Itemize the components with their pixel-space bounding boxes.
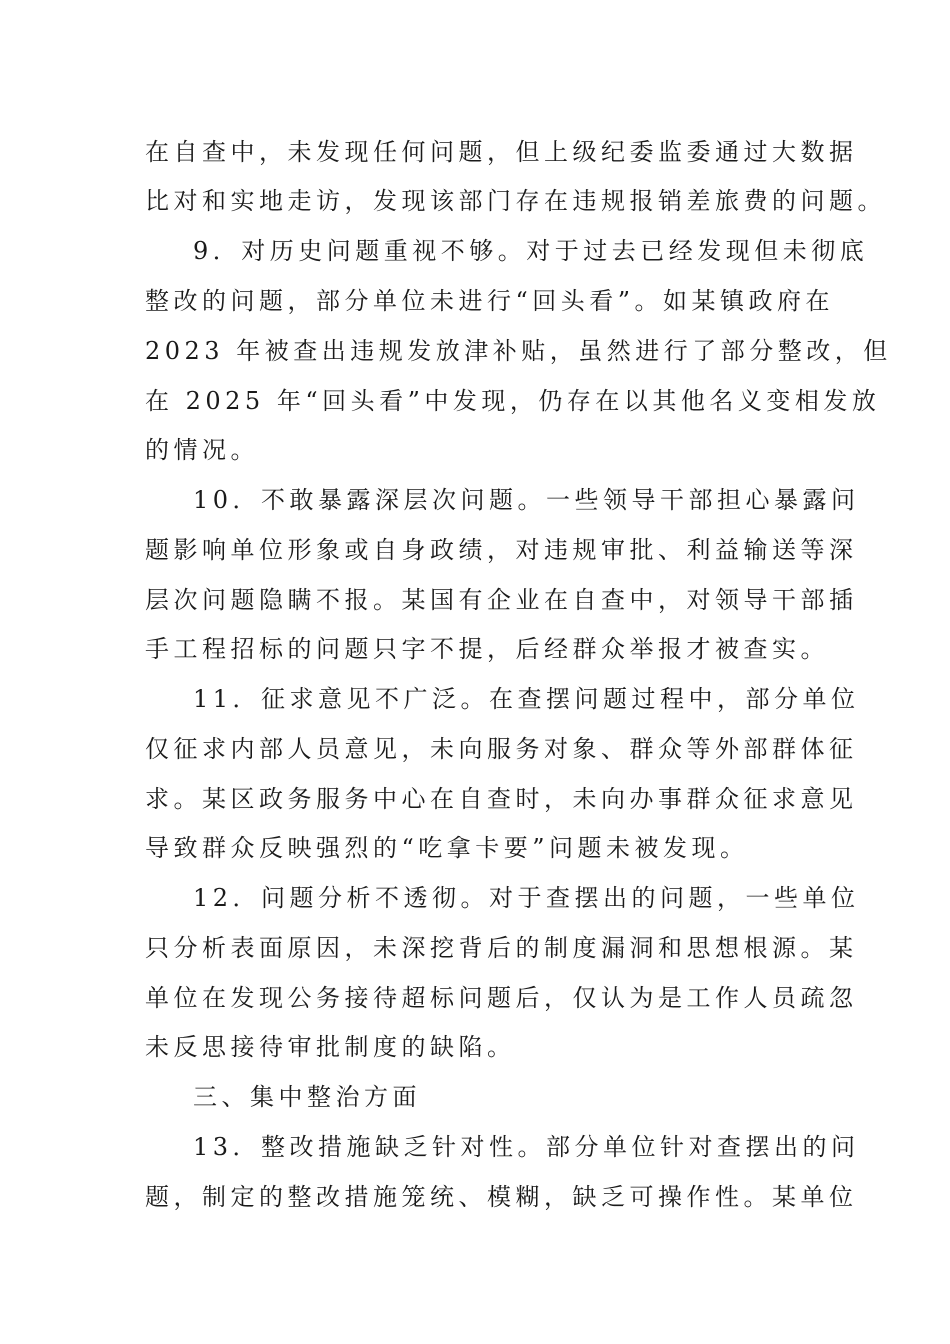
paragraph-13-start: 13．整改措施缺乏针对性。部分单位针对查摆出的问 [193,1133,860,1161]
text-line: 整改的问题，部分单位未进行“回头看”。如某镇政府在 [145,287,835,315]
text-line: 单位在发现公务接待超标问题后，仅认为是工作人员疏忽 [145,984,858,1012]
paragraph-11-start: 11．征求意见不广泛。在查摆问题过程中，部分单位 [193,685,860,713]
paragraph-12-start: 12．问题分析不透彻。对于查摆出的问题，一些单位 [193,884,860,912]
text-line: 层次问题隐瞒不报。某国有企业在自查中，对领导干部插 [145,586,858,614]
text-line: 手工程招标的问题只字不提，后经群众举报才被查实。 [145,635,829,663]
text-line: 在 2025 年“回头看”中发现，仍存在以其他名义变相发放 [145,387,881,415]
text-line: 题，制定的整改措施笼统、模糊，缺乏可操作性。某单位 [145,1183,858,1211]
text-line: 未反思接待审批制度的缺陷。 [145,1033,516,1061]
text-line: 在自查中，未发现任何问题，但上级纪委监委通过大数据 [145,138,858,166]
text-line: 题影响单位形象或自身政绩，对违规审批、利益输送等深 [145,536,858,564]
text-line: 的情况。 [145,436,259,464]
text-line: 只分析表面原因，未深挖背后的制度漏洞和思想根源。某 [145,934,858,962]
text-line: 仅征求内部人员意见，未向服务对象、群众等外部群体征 [145,735,858,763]
text-line: 导致群众反映强烈的“吃拿卡要”问题未被发现。 [145,834,749,862]
text-line: 比对和实地走访，发现该部门存在违规报销差旅费的问题。 [145,187,886,215]
text-line: 求。某区政务服务中心在自查时，未向办事群众征求意见 [145,785,858,813]
section-heading: 三、集中整治方面 [193,1083,421,1111]
paragraph-9-start: 9．对历史问题重视不够。对于过去已经发现但未彻底 [193,237,869,265]
text-line: 2023 年被查出违规发放津补贴，虽然进行了部分整改，但 [145,337,892,365]
paragraph-10-start: 10．不敢暴露深层次问题。一些领导干部担心暴露问 [193,486,860,514]
